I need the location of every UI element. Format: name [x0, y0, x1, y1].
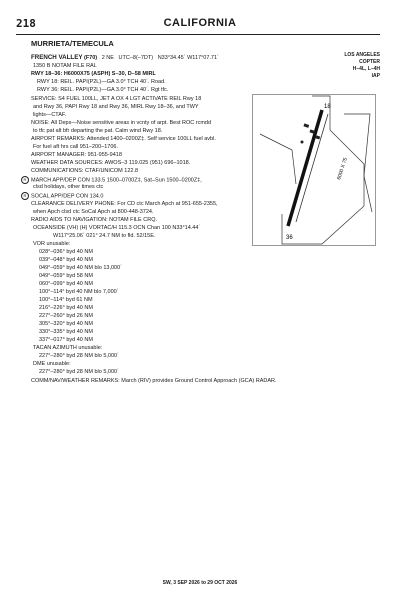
- footer-dates: SW, 3 SEP 2026 to 29 OCT 2026: [162, 580, 238, 586]
- clearance-delivery-2: when Apch clsd ctc SoCal Apch at 800-448-3724.: [33, 209, 154, 215]
- vor-item: 330°–335° byd 40 NM: [39, 329, 93, 335]
- chart-refs: [344, 52, 380, 80]
- chart-ref-iap: IAP: [371, 73, 380, 79]
- noise-line-2: to tfc pat alt bfr departing the pat. Calm wind Rwy 18.: [33, 128, 163, 134]
- airport-remarks: AIRPORT REMARKS: Attended 1400–0200Z‡. Self service 100LL fuel avbl.: [31, 136, 216, 142]
- airport-title-line: [31, 54, 219, 63]
- vor-item: 028°–036° byd 40 NM: [39, 249, 93, 255]
- vor-item: 049°–059° byd 58 NM: [39, 273, 93, 279]
- communications: COMMUNICATIONS: CTAF/UNICOM 122.8: [31, 168, 139, 174]
- runway-18-label: 18: [324, 104, 331, 110]
- noise-line: NOISE: All Deps—Noise sensitive areas in vcnty of arpt. Best ROC rcmdd: [31, 120, 212, 126]
- airport-manager: AIRPORT MANAGER: 951-955-9418: [31, 152, 122, 158]
- airport-location: 2 NE: [101, 55, 114, 61]
- vor-unusable-label: VOR unusable:: [33, 241, 71, 247]
- vor-item: 100°–114° byd 61 NM: [39, 297, 93, 303]
- radar-r-icon: R: [21, 176, 29, 184]
- vortac-line-2: W117°25.06´ 021° 24.7 NM to fld. 52/15E.: [53, 233, 156, 239]
- march-line: R MARCH APP/DEP CON 133.5 1500–0700Z‡, Sat–Sun 1500–0200Z‡,: [21, 176, 202, 185]
- socal-line: R SOCAL APP/DEP CON 134.0: [21, 192, 103, 201]
- airport-name: FRENCH VALLEY: [31, 54, 83, 61]
- runway-36: RWY 36: REIL. PAPI(P2L)—GA 3.0° TCH 40´. Rgt tfc.: [37, 87, 169, 93]
- page-number: 218: [16, 17, 36, 30]
- clearance-delivery: CLEARANCE DELIVERY PHONE: For CD ctc March Apch at 951-655-2355,: [31, 201, 218, 207]
- service-line-3: lights—CTAF.: [33, 112, 67, 118]
- airport-utc: UTC–8(–7DT): [118, 55, 154, 61]
- vor-item: 100°–114° byd 40 NM blo 7,000´: [39, 289, 119, 295]
- runway-main: RWY 18–36: H6000X75 (ASPH) S–30, D–58 MIRL: [31, 71, 156, 77]
- airport-id: (F70): [83, 55, 98, 61]
- runway-icon: [288, 110, 322, 226]
- airport-remarks-2: For fuel aft hrs call 951–200–1706.: [33, 144, 119, 150]
- vor-item: 060°–099° byd 40 NM: [39, 281, 93, 287]
- dme-item: 227°–280° byd 28 NM blo 5,000´: [39, 369, 119, 375]
- vortac-line: OCEANSIDE (VH) (H) VORTAC/H 115.3 OCN Chan 100 N33°14.44´: [33, 225, 201, 231]
- radar-r-icon: R: [21, 192, 29, 200]
- page-header: [0, 0, 400, 36]
- vor-item: 337°–017° byd 40 NM: [39, 337, 93, 343]
- elevation-line: 1350 B NOTAM FILE RAL: [33, 63, 97, 69]
- runway-length-label: 6000 X 75: [336, 157, 349, 181]
- road-icon: [344, 114, 372, 212]
- hangar-icon: [303, 123, 309, 127]
- road-icon: [260, 134, 296, 184]
- vor-item: 227°–260° byd 26 NM: [39, 313, 93, 319]
- tacan-item: 227°–280° byd 28 NM blo 5,000´: [39, 353, 119, 359]
- vor-item: 049°–059° byd 40 NM blo 13,000´: [39, 265, 122, 271]
- chart-ref-enroute: H–4L, L–4H: [352, 66, 380, 72]
- radio-aids: RADIO AIDS TO NAVIGATION: NOTAM FILE CRQ.: [31, 217, 158, 223]
- vor-item: 216°–226° byd 40 NM: [39, 305, 93, 311]
- airport-diagram: [252, 94, 376, 246]
- dme-unusable-label: DME unusable:: [33, 361, 71, 367]
- runway-18: RWY 18: REIL. PAPI(P2L)—GA 3.0° TCH 40´. Road.: [37, 79, 166, 85]
- state-title: CALIFORNIA: [163, 17, 237, 29]
- service-line-2: and Rwy 36, PAPI Rwy 18 and Rwy 36, MIRL Rwy 18–36, and TWY: [33, 104, 199, 110]
- chart-ref-copter: COPTER: [359, 59, 380, 65]
- header-rule: [16, 34, 380, 35]
- beacon-icon: [301, 141, 304, 144]
- service-line: SERVICE: S4 FUEL 100LL, JET A OX 4 LGT ACTIVATE REIL Rwy 18: [31, 96, 202, 102]
- chart-ref-los-angeles: LOS ANGELES: [344, 52, 380, 58]
- city-name: MURRIETA/TEMECULA: [31, 39, 114, 48]
- comm-nav-weather: COMM/NAV/WEATHER REMARKS: March (RIV) provides Ground Control Approach (GCA) RADAR.: [31, 378, 277, 384]
- march-line-2: clsd holidays, other times ctc: [33, 184, 104, 190]
- runway-36-label: 36: [286, 235, 293, 241]
- airport-coords: N33°34.45´ W117°07.71´: [157, 55, 219, 61]
- weather-data: WEATHER DATA SOURCES: AWOS–3 119.025 (951) 696–1018.: [31, 160, 191, 166]
- vor-item: 305°–320° byd 40 NM: [39, 321, 93, 327]
- vor-item: 039°–048° byd 40 NM: [39, 257, 93, 263]
- tacan-unusable-label: TACAN AZIMUTH unusable:: [33, 345, 103, 351]
